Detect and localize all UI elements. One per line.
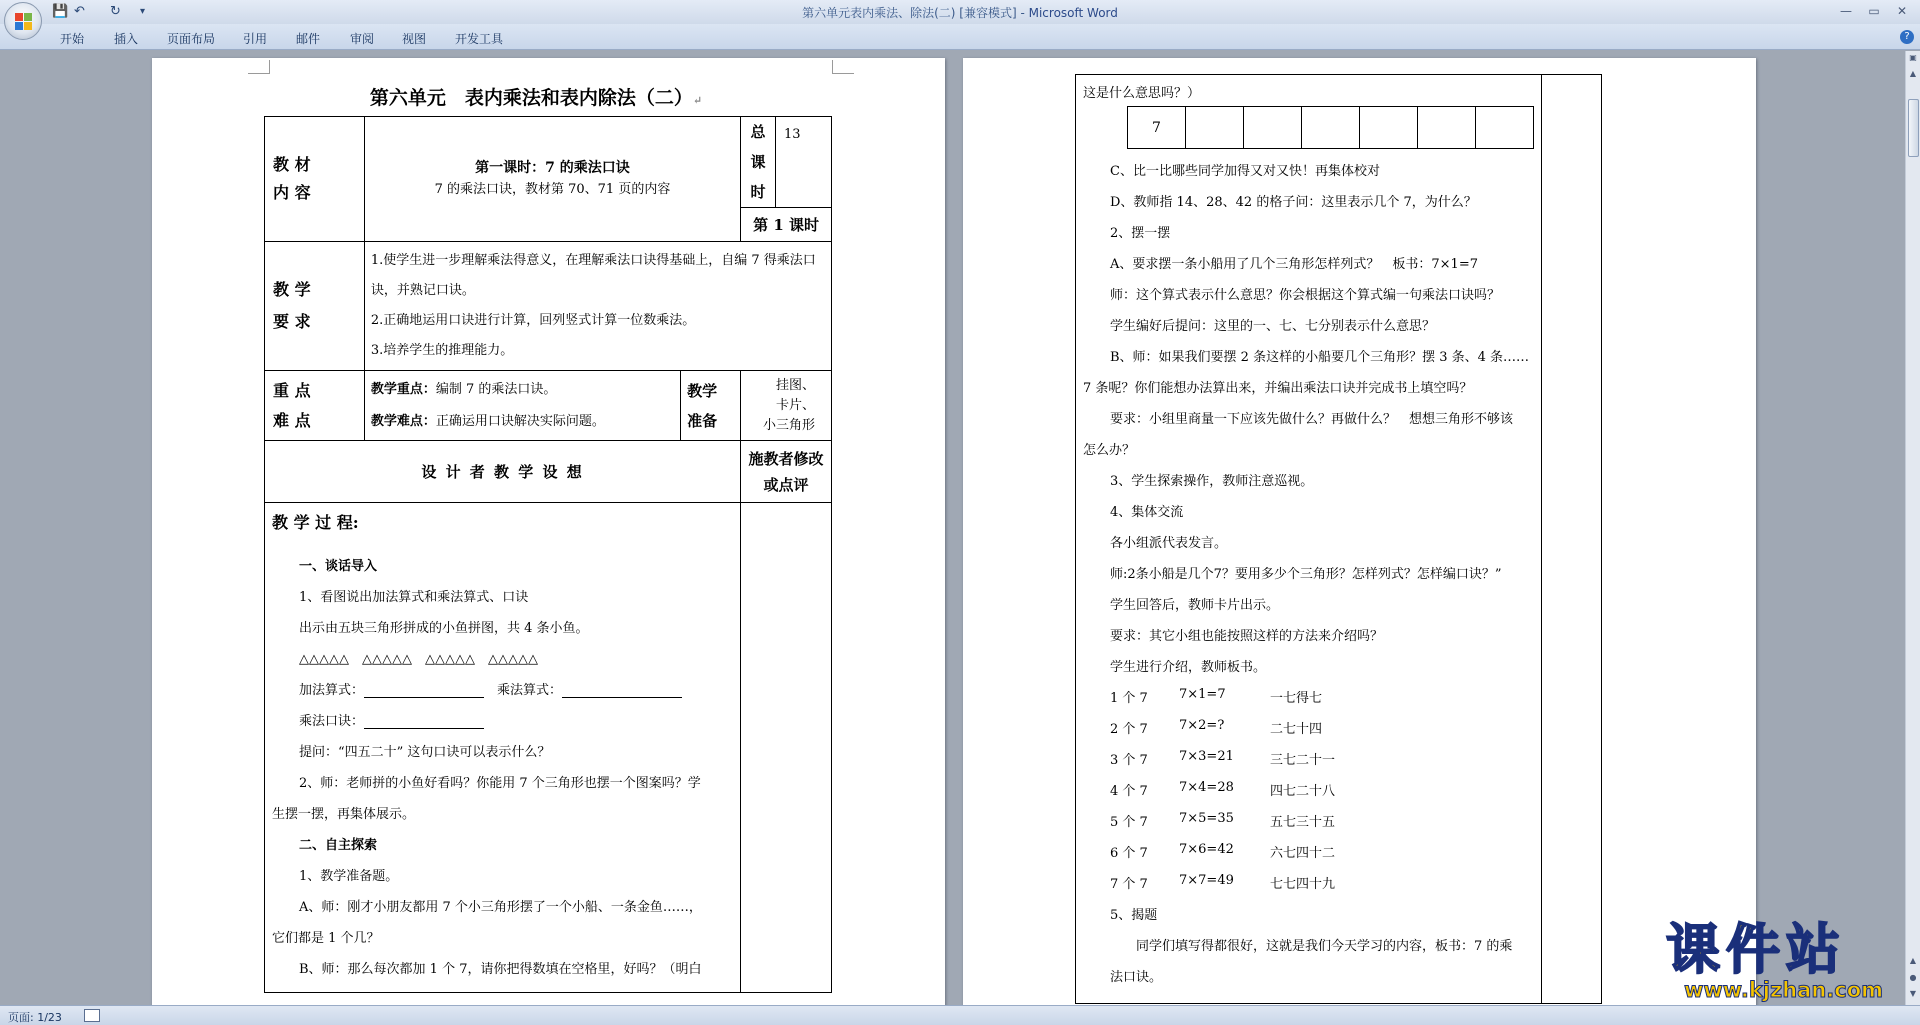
lesson-content-cell [364, 117, 740, 242]
crop-mark [832, 60, 854, 74]
process-line: 一、谈话导入 [299, 559, 378, 574]
mult-equation: 7×6=42 [1179, 842, 1234, 857]
mult-equation: 7×7=49 [1179, 873, 1234, 888]
lesson-title: 第一课时：7 的乘法口诀 [475, 160, 630, 176]
text-line: 学生回答后，教师卡片出示。 [1110, 598, 1280, 613]
mult-count: 7 个 7 [1110, 877, 1148, 892]
grid-cell[interactable] [1418, 107, 1476, 149]
document-page-2 [963, 58, 1756, 1005]
minimize-button[interactable]: — [1840, 4, 1852, 18]
mult-rhyme: 五七三十五 [1270, 815, 1336, 830]
tab-home[interactable]: 开始 [60, 32, 85, 46]
watermark-url: www.kjzhan.com [1684, 978, 1884, 1002]
mult-rhyme: 六七四十二 [1270, 846, 1336, 861]
mult-equation: 7×3=21 [1179, 749, 1234, 764]
text-line: A、要求摆一条小船用了几个三角形怎样列式？ 板书：7×1=7 [1110, 257, 1478, 272]
mult-count: 6 个 7 [1110, 846, 1148, 861]
redo-icon[interactable]: ↻ [110, 4, 121, 19]
mult-equation: 7×2=? [1179, 718, 1225, 733]
revise-label: 施教者修改 或点评 [741, 441, 832, 503]
prep-item: 小三角形 [762, 417, 815, 433]
close-button[interactable]: ✕ [1896, 4, 1908, 18]
requirement-item: 2.正确地运用口诀进行计算，回列竖式计算一位数乘法。 [370, 313, 696, 328]
grid-cell[interactable]: 7 [1128, 107, 1186, 149]
mult-equation: 7×4=28 [1179, 780, 1234, 795]
scroll-thumb[interactable] [1908, 99, 1919, 157]
keypoint-bold: 教学重点： [370, 381, 436, 397]
text-line: 7 条呢？你们能想办法算出来，并编出乘法口诀并完成书上填空吗？ [1083, 381, 1473, 396]
total-lessons-label: 总 课 时 [741, 117, 776, 208]
tab-insert[interactable]: 插入 [114, 32, 139, 46]
text-line: 3、学生探索操作，教师注意巡视。 [1110, 474, 1314, 489]
title-bar [0, 0, 1920, 24]
tab-page-layout[interactable]: 页面布局 [167, 32, 216, 46]
lesson-content: 7 的乘法口诀，教材第 70、71 页的内容 [434, 182, 671, 197]
tab-mailings[interactable]: 邮件 [296, 32, 321, 46]
browse-object-icon[interactable]: ● [1909, 973, 1917, 982]
total-lessons-value: 13 [776, 117, 832, 208]
reveal-label: 5、揭题 [1110, 908, 1158, 923]
status-bar [0, 1005, 1920, 1025]
text-line: 2、摆一摆 [1110, 226, 1171, 241]
text-line: 这是什么意思吗？） [1083, 86, 1201, 101]
mult-rhyme: 一七得七 [1270, 691, 1323, 706]
process-line: A、师：刚才小朋友都用 7 个小三角形摆了一个小船、一条金鱼……， [299, 900, 702, 915]
page2-column-divider [1542, 74, 1602, 1004]
prep-cell [741, 371, 832, 441]
keypoint-label: 重 点 难 点 [265, 371, 365, 441]
undo-icon[interactable]: ↶ [74, 4, 85, 19]
requirement-item: 3.培养学生的推理能力。 [370, 343, 514, 358]
text-line: 要求：小组里商量一下应该先做什么？再做什么？ 想想三角形不够该 [1110, 412, 1514, 427]
text-line: 师:2条小船是几个7？要用多少个三角形？怎样列式？怎样编口诀？” [1110, 567, 1502, 582]
mult-count: 4 个 7 [1110, 784, 1148, 799]
page-heading: 第六单元 表内乘法和表内除法（二）↵ [369, 87, 703, 109]
vertical-scrollbar[interactable] [1905, 51, 1920, 1005]
rhyme-line: 乘法口诀： [299, 710, 484, 729]
watermark-logo [1666, 918, 1906, 1004]
text-line: 各小组派代表发言。 [1110, 536, 1228, 551]
process-line: 二、自主探索 [299, 838, 378, 853]
grid-cell[interactable] [1476, 107, 1534, 149]
text-line: 要求：其它小组也能按照这样的方法来介绍吗？ [1110, 629, 1384, 644]
mult-rhyme: 七七四十九 [1270, 877, 1336, 892]
material-label: 教 材 内 容 [265, 117, 365, 242]
process-label: 教 学 过 程: [272, 513, 359, 532]
proofing-icon[interactable] [84, 1009, 100, 1022]
difficulty-text: 正确运用口诀解决实际问题。 [435, 413, 605, 429]
process-line: B、师：那么每次都加 1 个 7，请你把得数填在空格里，好吗？（明白 [299, 962, 702, 977]
document-page-1 [152, 58, 945, 1005]
grid-cell[interactable] [1186, 107, 1244, 149]
text-line: C、比一比哪些同学加得又对又快！再集体校对 [1110, 164, 1380, 179]
qat-more-icon[interactable]: ▾ [140, 6, 146, 17]
mult-rhyme: 四七二十八 [1270, 784, 1336, 799]
triangle-row: △△△△△ △△△△△ △△△△△ △△△△△ [299, 652, 538, 667]
process-line: 提问：“四五二十” 这句口诀可以表示什么？ [299, 745, 551, 760]
grid-cell[interactable] [1302, 107, 1360, 149]
process-line: 出示由五块三角形拼成的小鱼拼图，共 4 条小鱼。 [299, 621, 589, 636]
next-page-icon[interactable]: ▼ [1909, 989, 1917, 998]
scroll-up-icon[interactable]: ▲ [1909, 69, 1917, 78]
process-line: 1、教学准备题。 [299, 869, 399, 884]
prep-item: 挂图、 [775, 377, 815, 393]
keypoint-text: 编制 7 的乘法口诀。 [435, 381, 557, 397]
requirement-label: 教 学 要 求 [265, 242, 365, 371]
prep-item: 卡片、 [775, 397, 815, 413]
text-line: 怎么办？ [1083, 443, 1136, 458]
mult-equation: 7×1=7 [1179, 687, 1226, 702]
crop-mark [248, 60, 270, 74]
revise-cell [741, 503, 832, 993]
grid-cell[interactable] [1244, 107, 1302, 149]
fill-grid [1127, 106, 1534, 149]
mult-count: 3 个 7 [1110, 753, 1148, 768]
closing-line: 同学们填写得都很好，这就是我们今天学习的内容，板书：7 的乘 [1136, 939, 1513, 954]
mult-rhyme: 三七二十一 [1270, 753, 1336, 768]
requirement-item: 1.使学生进一步理解乘法得意义，在理解乘法口诀得基础上，自编 7 得乘法口诀，并熟记口诀。 [370, 253, 816, 298]
tab-review[interactable]: 审阅 [350, 32, 375, 46]
mult-count: 1 个 7 [1110, 691, 1148, 706]
page-indicator[interactable]: 页面: 1/23 [8, 1011, 62, 1024]
process-line: 2、师：老师拼的小鱼好看吗？你能用 7 个三角形也摆一个图案吗？学 [299, 776, 701, 791]
office-logo-icon [15, 13, 32, 30]
difficulty-bold: 教学难点： [370, 413, 436, 429]
text-line: 师：这个算式表示什么意思？你会根据这个算式编一句乘法口诀吗？ [1110, 288, 1501, 303]
document-workspace [0, 51, 1905, 1005]
process-line: 生摆一摆，再集体展示。 [272, 807, 416, 822]
window-title: 第六单元表内乘法、除法(二) [兼容模式] - Microsoft Word [802, 6, 1118, 20]
help-icon[interactable]: ? [1900, 30, 1914, 44]
mult-count: 5 个 7 [1110, 815, 1148, 830]
keypoint-cell [364, 371, 680, 441]
save-icon[interactable]: 💾 [52, 4, 69, 19]
office-button[interactable] [4, 2, 42, 40]
addition-line: 加法算式： 乘法算式： [299, 679, 682, 698]
text-line: D、教师指 14、28、42 的格子问：这里表示几个 7，为什么？ [1110, 195, 1477, 210]
text-line: 学生编好后提问：这里的一、七、七分别表示什么意思？ [1110, 319, 1436, 334]
maximize-button[interactable]: ▭ [1868, 4, 1880, 18]
process-line: 它们都是 1 个几？ [272, 931, 380, 946]
text-line: 4、集体交流 [1110, 505, 1184, 520]
mult-equation: 7×5=35 [1179, 811, 1234, 826]
design-label: 设 计 者 教 学 设 想 [265, 441, 741, 503]
text-line: 学生进行介绍，教师板书。 [1110, 660, 1267, 675]
watermark-main: 课件站 [1666, 918, 1846, 981]
previous-page-icon[interactable]: ▲ [1909, 956, 1917, 965]
tab-references[interactable]: 引用 [243, 32, 268, 46]
tab-view[interactable]: 视图 [402, 32, 427, 46]
tab-developer[interactable]: 开发工具 [455, 32, 504, 46]
lesson-number: 第 1 课时 [741, 208, 832, 242]
text-line: B、师：如果我们要摆 2 条这样的小船要几个三角形？摆 3 条、4 条…… [1110, 350, 1530, 365]
mult-rhyme: 二七十四 [1270, 722, 1323, 737]
mult-count: 2 个 7 [1110, 722, 1148, 737]
ruler-icon[interactable]: ▣ [1909, 53, 1917, 62]
prep-label: 教学 准备 [681, 371, 741, 441]
grid-cell[interactable] [1360, 107, 1418, 149]
requirements-cell [364, 242, 831, 371]
ribbon-tabs [0, 24, 1920, 50]
closing-line: 法口诀。 [1110, 970, 1163, 985]
process-line: 1、看图说出加法算式和乘法算式、口诀 [299, 590, 529, 605]
